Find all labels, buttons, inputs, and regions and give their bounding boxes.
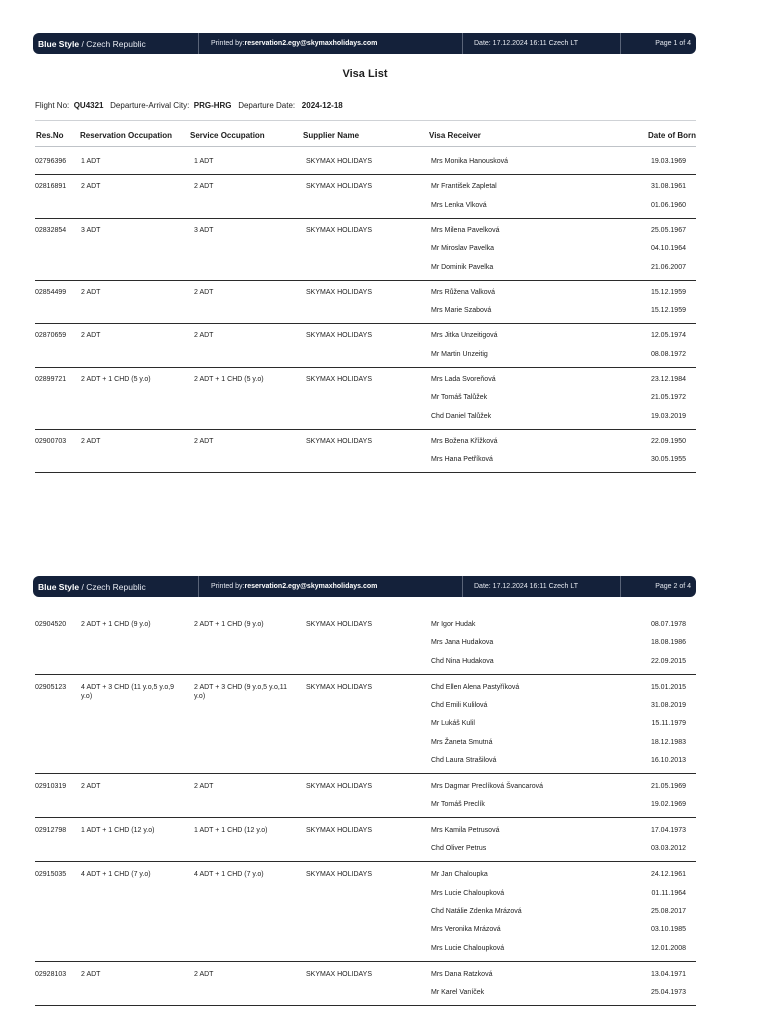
row-divider bbox=[35, 367, 696, 368]
page-number: Page 1 of 4 bbox=[620, 33, 696, 54]
print-date: Date: 17.12.2024 16:11 Czech LT bbox=[462, 576, 620, 597]
date-of-born: 15.12.1959 bbox=[650, 307, 686, 314]
date-of-born: 31.08.1961 bbox=[650, 183, 686, 190]
service-occupation: 1 ADT + 1 CHD (12 y.o) bbox=[194, 827, 268, 835]
column-header-reservation-occupation: Reservation Occupation bbox=[80, 131, 173, 140]
visa-receiver: Mrs Kamila Petrusová bbox=[431, 827, 500, 835]
reservation-occupation: 2 ADT bbox=[81, 782, 101, 790]
visa-receiver: Mrs Lucie Chaloupková bbox=[431, 944, 505, 952]
res-no: 02899721 bbox=[35, 375, 67, 383]
print-date: Date: 17.12.2024 16:11 Czech LT bbox=[462, 33, 620, 54]
header-divider bbox=[35, 146, 696, 147]
res-no: 02915035 bbox=[35, 871, 67, 879]
printed-by: Printed by: reservation2.egy@skymaxholidays.com bbox=[198, 576, 462, 597]
visa-receiver: Mrs Veronika Mrázová bbox=[431, 926, 501, 934]
row-divider bbox=[35, 218, 696, 219]
supplier-name: SKYMAX HOLIDAYS bbox=[306, 158, 373, 165]
res-no: 02912798 bbox=[35, 827, 67, 835]
divider bbox=[35, 120, 696, 121]
date-of-born: 18.12.1983 bbox=[650, 738, 686, 746]
visa-receiver: Chd Laura Strašilová bbox=[431, 756, 497, 764]
visa-receiver: Mr Miroslav Pavelka bbox=[431, 245, 495, 252]
res-no: 02905123 bbox=[35, 683, 67, 691]
visa-receiver: Chd Oliver Petrus bbox=[431, 845, 487, 853]
visa-receiver: Mrs Hana Petříková bbox=[431, 456, 493, 463]
date-of-born: 22.09.1950 bbox=[650, 437, 686, 445]
date-of-born: 17.04.1973 bbox=[650, 827, 686, 835]
visa-receiver: Mrs Božena Křížková bbox=[431, 437, 498, 445]
service-occupation: 2 ADT bbox=[194, 970, 214, 978]
res-no: 02816891 bbox=[35, 183, 67, 190]
date-of-born: 30.05.1955 bbox=[650, 456, 686, 463]
brand-label: Blue Style / Czech Republic bbox=[38, 581, 146, 592]
visa-receiver: Chd Daniel Talůžek bbox=[431, 412, 492, 420]
visa-receiver: Mr Igor Hudak bbox=[431, 621, 476, 628]
service-occupation: 2 ADT bbox=[194, 288, 214, 296]
date-of-born: 15.12.1959 bbox=[650, 288, 686, 296]
visa-receiver: Mrs Jitka Unzeitigová bbox=[431, 332, 498, 339]
visa-receiver: Chd Emili Kulilová bbox=[431, 701, 488, 709]
res-no: 02900703 bbox=[35, 437, 67, 445]
date-of-born: 25.08.2017 bbox=[650, 908, 686, 915]
row-divider bbox=[35, 280, 696, 281]
flight-info: Flight No: QU4321 Departure-Arrival City: PRG-HRG Departure Date: 2024-12-18 bbox=[35, 101, 343, 110]
visa-receiver: Chd Natálie Zdenka Mrázová bbox=[431, 908, 522, 915]
date-of-born: 31.08.2019 bbox=[650, 701, 686, 709]
date-of-born: 03.10.1985 bbox=[650, 926, 686, 934]
visa-receiver: Mrs Dagmar Preclíková Švancarová bbox=[431, 782, 544, 790]
reservation-occupation: 3 ADT bbox=[81, 226, 101, 234]
date-of-born: 16.10.2013 bbox=[650, 756, 686, 764]
service-occupation: 2 ADT bbox=[194, 332, 214, 339]
reservation-occupation: 2 ADT bbox=[81, 183, 101, 190]
row-divider bbox=[35, 961, 696, 962]
date-of-born: 12.05.1974 bbox=[650, 332, 686, 339]
date-of-born: 25.04.1973 bbox=[650, 988, 686, 996]
date-of-born: 21.06.2007 bbox=[650, 263, 686, 271]
supplier-name: SKYMAX HOLIDAYS bbox=[306, 683, 373, 691]
reservation-occupation: 2 ADT bbox=[81, 288, 101, 296]
visa-receiver: Mrs Dana Ratzková bbox=[431, 970, 493, 978]
row-divider bbox=[35, 773, 696, 774]
date-of-born: 19.02.1969 bbox=[650, 801, 686, 809]
visa-receiver: Chd Nina Hudakova bbox=[431, 657, 494, 665]
res-no: 02870659 bbox=[35, 332, 67, 339]
date-of-born: 18.08.1986 bbox=[650, 639, 686, 647]
supplier-name: SKYMAX HOLIDAYS bbox=[306, 871, 373, 879]
row-divider bbox=[35, 472, 696, 473]
row-divider bbox=[35, 674, 696, 675]
visa-receiver: Mrs Milena Pavelková bbox=[431, 226, 500, 234]
res-no: 02928103 bbox=[35, 970, 67, 978]
res-no: 02796396 bbox=[35, 158, 67, 165]
visa-receiver: Mr Tomáš Talůžek bbox=[431, 394, 488, 401]
date-of-born: 12.01.2008 bbox=[650, 944, 686, 952]
date-of-born: 25.05.1967 bbox=[650, 226, 686, 234]
reservation-occupation: 2 ADT + 1 CHD (5 y.o) bbox=[81, 375, 151, 383]
date-of-born: 24.12.1961 bbox=[650, 871, 686, 879]
printed-by: Printed by: reservation2.egy@skymaxholidays.com bbox=[198, 33, 462, 54]
date-of-born: 21.05.1969 bbox=[650, 782, 686, 790]
page-header-bar bbox=[33, 576, 696, 597]
res-no: 02904520 bbox=[35, 621, 67, 628]
res-no: 02910319 bbox=[35, 782, 67, 790]
reservation-occupation: 1 ADT bbox=[81, 158, 101, 165]
row-divider bbox=[35, 174, 696, 175]
service-occupation: 2 ADT + 3 CHD (9 y.o,5 y.o,11 y.o) bbox=[194, 683, 288, 700]
service-occupation: 2 ADT bbox=[194, 437, 214, 445]
visa-receiver: Mr Tomáš Preclík bbox=[431, 801, 485, 809]
row-divider bbox=[35, 429, 696, 430]
supplier-name: SKYMAX HOLIDAYS bbox=[306, 183, 373, 190]
supplier-name: SKYMAX HOLIDAYS bbox=[306, 970, 373, 978]
visa-receiver: Mr Martin Unzeitig bbox=[431, 350, 488, 358]
service-occupation: 2 ADT + 1 CHD (9 y.o) bbox=[194, 621, 264, 628]
row-divider bbox=[35, 1005, 696, 1006]
visa-receiver: Mr Dominik Pavelka bbox=[431, 263, 494, 271]
visa-receiver: Mrs Jana Hudakova bbox=[431, 639, 494, 647]
reservation-occupation: 4 ADT + 3 CHD (11 y.o,5 y.o,9 y.o) bbox=[81, 683, 175, 700]
supplier-name: SKYMAX HOLIDAYS bbox=[306, 782, 373, 790]
date-of-born: 01.06.1960 bbox=[650, 201, 686, 209]
visa-receiver: Mr Jan Chaloupka bbox=[431, 871, 488, 879]
brand-label: Blue Style / Czech Republic bbox=[38, 38, 146, 49]
visa-receiver: Mrs Růžena Valková bbox=[431, 288, 496, 296]
visa-receiver: Mrs Žaneta Smutná bbox=[431, 738, 493, 746]
column-header-date-of-born: Date of Born bbox=[648, 131, 696, 140]
service-occupation: 2 ADT bbox=[194, 183, 214, 190]
date-of-born: 22.09.2015 bbox=[650, 657, 686, 665]
supplier-name: SKYMAX HOLIDAYS bbox=[306, 827, 373, 835]
supplier-name: SKYMAX HOLIDAYS bbox=[306, 288, 373, 296]
visa-receiver: Mrs Lucie Chaloupková bbox=[431, 889, 505, 897]
column-header-supplier-name: Supplier Name bbox=[303, 131, 360, 140]
date-of-born: 19.03.2019 bbox=[650, 412, 686, 420]
service-occupation: 3 ADT bbox=[194, 226, 214, 234]
supplier-name: SKYMAX HOLIDAYS bbox=[306, 621, 373, 628]
supplier-name: SKYMAX HOLIDAYS bbox=[306, 437, 373, 445]
column-header-visa-receiver: Visa Receiver bbox=[429, 131, 481, 140]
date-of-born: 08.07.1978 bbox=[650, 621, 686, 628]
visa-receiver: Mrs Monika Hanousková bbox=[431, 158, 509, 165]
reservation-occupation: 4 ADT + 1 CHD (7 y.o) bbox=[81, 871, 151, 879]
service-occupation: 2 ADT + 1 CHD (5 y.o) bbox=[194, 375, 264, 383]
column-header-service-occupation: Service Occupation bbox=[190, 131, 265, 140]
visa-receiver: Mr Lukáš Kulil bbox=[431, 720, 475, 728]
visa-receiver: Chd Ellen Alena Pastyříková bbox=[431, 683, 520, 691]
visa-receiver: Mrs Marie Szabová bbox=[431, 307, 492, 314]
date-of-born: 01.11.1964 bbox=[651, 889, 686, 897]
page-number: Page 2 of 4 bbox=[620, 576, 696, 597]
reservation-occupation: 2 ADT + 1 CHD (9 y.o) bbox=[81, 621, 151, 628]
service-occupation: 2 ADT bbox=[194, 782, 214, 790]
reservation-occupation: 2 ADT bbox=[81, 332, 101, 339]
reservation-occupation: 2 ADT bbox=[81, 437, 101, 445]
visa-receiver: Mr Karel Vaníček bbox=[431, 988, 485, 996]
date-of-born: 15.01.2015 bbox=[650, 683, 686, 691]
res-no: 02832854 bbox=[35, 226, 67, 234]
date-of-born: 04.10.1964 bbox=[650, 245, 686, 252]
supplier-name: SKYMAX HOLIDAYS bbox=[306, 332, 373, 339]
column-header-res-no: Res.No bbox=[36, 131, 64, 140]
date-of-born: 15.11.1979 bbox=[651, 720, 686, 728]
date-of-born: 19.03.1969 bbox=[650, 158, 686, 165]
page-title: Visa List bbox=[342, 68, 388, 80]
supplier-name: SKYMAX HOLIDAYS bbox=[306, 375, 373, 383]
date-of-born: 21.05.1972 bbox=[650, 394, 686, 401]
service-occupation: 1 ADT bbox=[194, 158, 214, 165]
res-no: 02854499 bbox=[35, 288, 67, 296]
supplier-name: SKYMAX HOLIDAYS bbox=[306, 226, 373, 234]
date-of-born: 23.12.1984 bbox=[650, 375, 686, 383]
page-header-bar bbox=[33, 33, 696, 54]
reservation-occupation: 1 ADT + 1 CHD (12 y.o) bbox=[81, 827, 155, 835]
visa-receiver: Mr František Zapletal bbox=[431, 183, 497, 190]
visa-receiver: Mrs Lenka Vlková bbox=[431, 201, 487, 209]
service-occupation: 4 ADT + 1 CHD (7 y.o) bbox=[194, 871, 264, 879]
row-divider bbox=[35, 323, 696, 324]
visa-receiver: Mrs Lada Svoreňová bbox=[431, 375, 496, 383]
date-of-born: 03.03.2012 bbox=[650, 845, 686, 853]
date-of-born: 08.08.1972 bbox=[650, 350, 686, 358]
reservation-occupation: 2 ADT bbox=[81, 970, 101, 978]
row-divider bbox=[35, 861, 696, 862]
row-divider bbox=[35, 817, 696, 818]
date-of-born: 13.04.1971 bbox=[650, 970, 686, 978]
